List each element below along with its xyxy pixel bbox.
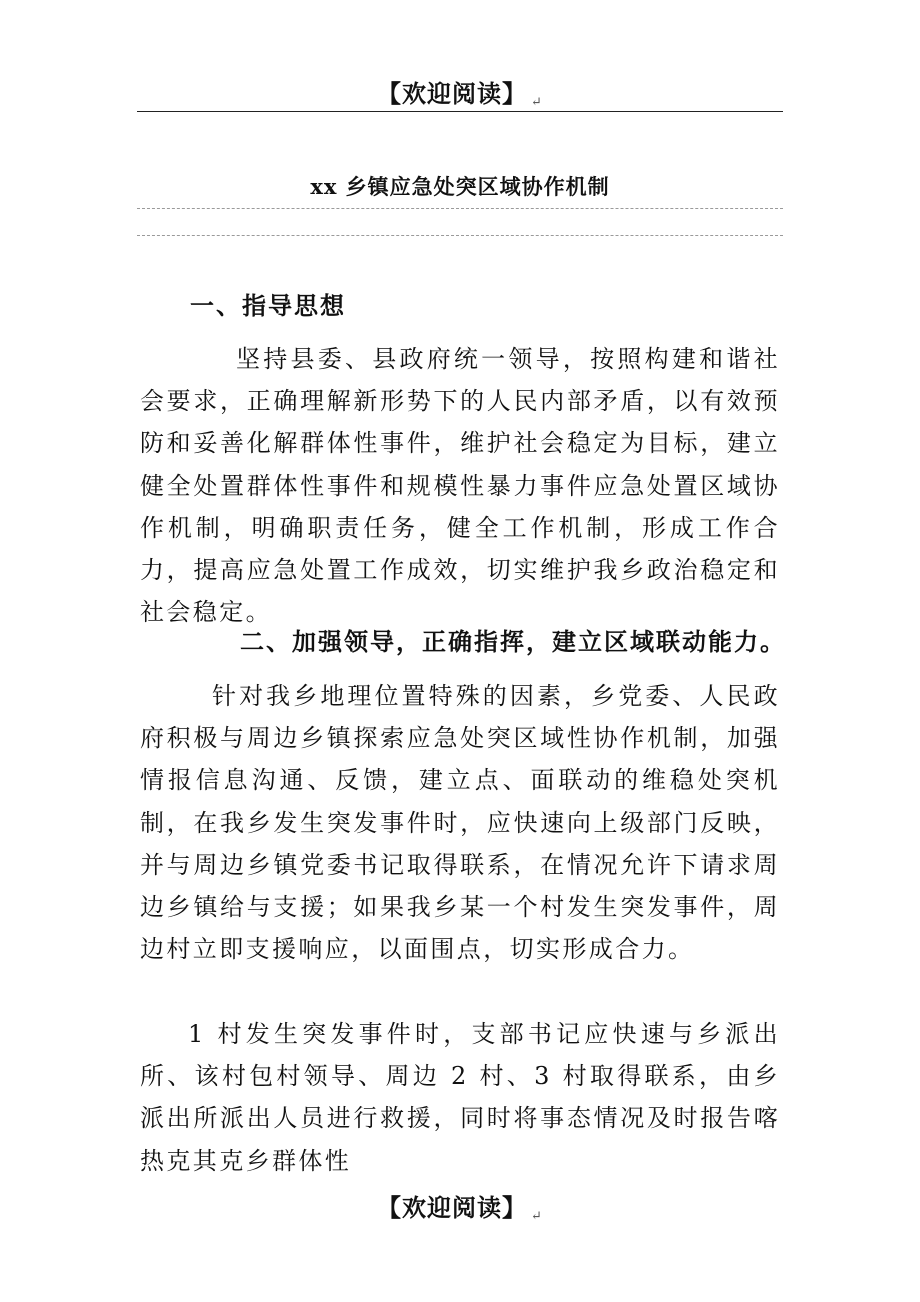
page-header	[0, 74, 920, 110]
dashed-divider	[137, 208, 783, 209]
paragraph-mark-icon: ↵	[531, 95, 543, 110]
section-heading-1: 一、指导思想	[190, 291, 346, 320]
dashed-divider	[137, 235, 783, 236]
header-label: 【欢迎阅读】	[377, 79, 528, 108]
section-2-paragraph: 针对我乡地理位置特殊的因素，乡党委、人民政府积极与周边乡镇探索应急处突区域性协作机制，加强情报信息沟通、反馈，建立点、面联动的维稳处突机制，在我乡发生突发事件时，应快速向上级部门反映，并与周边乡镇党委书记取得联系，在情况允许下请求周边乡镇给与支援；如果我乡某一个村发生突发事件，周边村立即支援响应，以面围点，切实形成合力。	[140, 682, 780, 964]
section-1-paragraph: 坚持县委、县政府统一领导，按照构建和谐社会要求，正确理解新形势下的人民内部矛盾，以有效预防和妥善化解群体性事件，维护社会稳定为目标，建立健全处置群体性事件和规模性暴力事件应急处置区域协作机制，明确职责任务，健全工作机制，形成工作合力，提高应急处置工作成效，切实维护我乡政治稳定和社会稳定。	[140, 345, 780, 627]
footer-label: 【欢迎阅读】	[377, 1193, 528, 1222]
section-heading-2: 二、加强领导，正确指挥，建立区域联动能力。	[240, 627, 786, 656]
document-title: xx 乡镇应急处突区域协作机制	[310, 174, 610, 199]
section-2-paragraph-2: 1 村发生突发事件时，支部书记应快速与乡派出所、该村包村领导、周边 2 村、3 村取得联系，由乡派出所派出人员进行救援，同时将事态情况及时报告喀热克其克乡群体性	[140, 1020, 780, 1175]
paragraph-mark-icon: ↵	[531, 1209, 543, 1224]
page-footer	[0, 1188, 920, 1224]
header-rule	[137, 111, 783, 112]
